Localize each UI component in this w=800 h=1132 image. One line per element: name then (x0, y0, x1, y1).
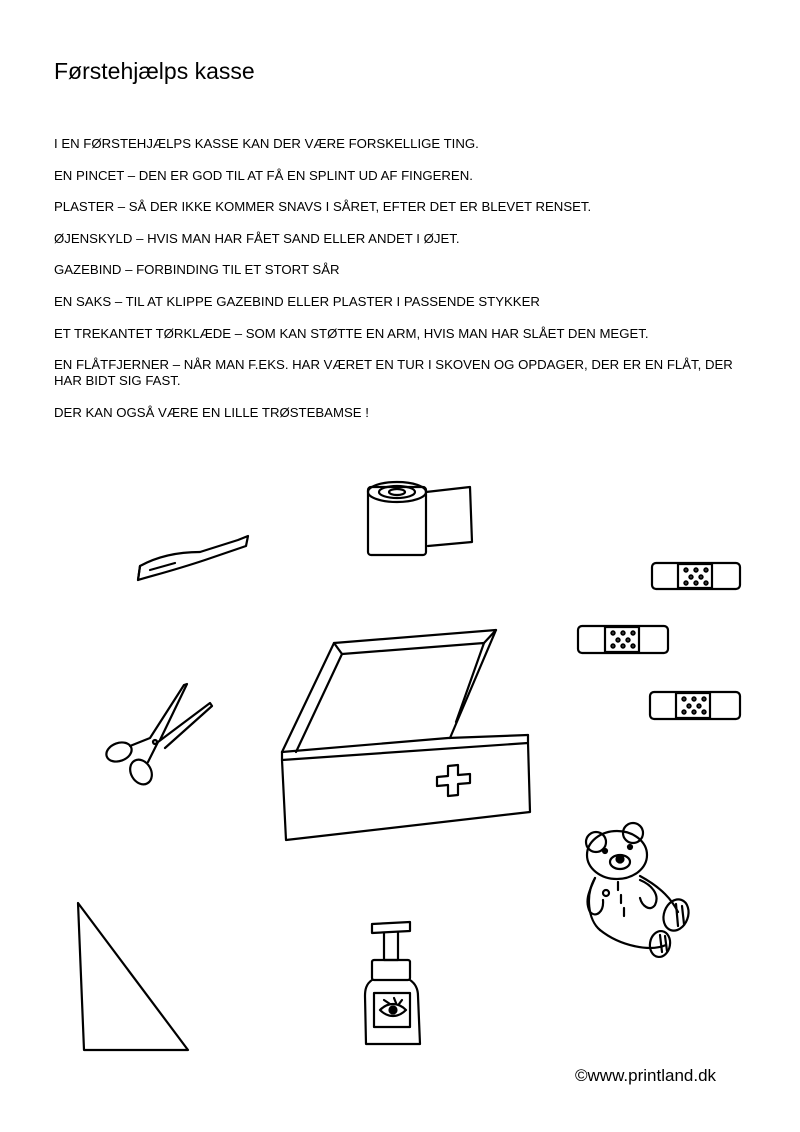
page-title: Førstehjælps kasse (54, 58, 255, 84)
eyewash-bottle-icon (365, 922, 420, 1044)
copyright-footer: ©www.printland.dk (575, 1066, 717, 1085)
text-line: I EN FØRSTEHJÆLPS KASSE KAN DER VÆRE FORSKELLIGE TING. (54, 136, 479, 151)
text-line: ET TREKANTET TØRKLÆDE – SOM KAN STØTTE EN ARM, HVIS MAN HAR SLÅET DEN MEGET. (54, 325, 649, 341)
scissors-icon (104, 684, 212, 788)
plaster-icon (652, 563, 740, 589)
gauze-roll-icon (368, 482, 472, 555)
teddy-bear-icon (586, 823, 693, 959)
text-line: EN FLÅTFJERNER – NÅR MAN F.EKS. HAR VÆRET EN TUR I SKOVEN OG OPDAGER, DER ER EN FLÅT, DER HAR BIDT SIG FAST. (54, 357, 737, 389)
text-line: ØJENSKYLD – HVIS MAN HAR FÅET SAND ELLER ANDET I ØJET. (54, 230, 460, 246)
first-aid-box-icon (282, 630, 530, 840)
tweezers-icon (138, 536, 248, 580)
plaster-icon (578, 626, 668, 653)
text-line: EN PINCET – DEN ER GOD TIL AT FÅ EN SPLINT UD AF FINGEREN. (54, 167, 473, 183)
plaster-icon (650, 692, 740, 719)
text-line: EN SAKS – TIL AT KLIPPE GAZEBIND ELLER PLASTER I PASSENDE STYKKER (54, 293, 540, 309)
triangular-scarf-icon (78, 903, 188, 1050)
text-line: PLASTER – SÅ DER IKKE KOMMER SNAVS I SÅRET, EFTER DET ER BLEVET RENSET. (54, 199, 592, 215)
text-line: DER KAN OGSÅ VÆRE EN LILLE TRØSTEBAMSE ! (54, 404, 369, 420)
text-line: GAZEBIND – FORBINDING TIL ET STORT SÅR (54, 262, 340, 278)
